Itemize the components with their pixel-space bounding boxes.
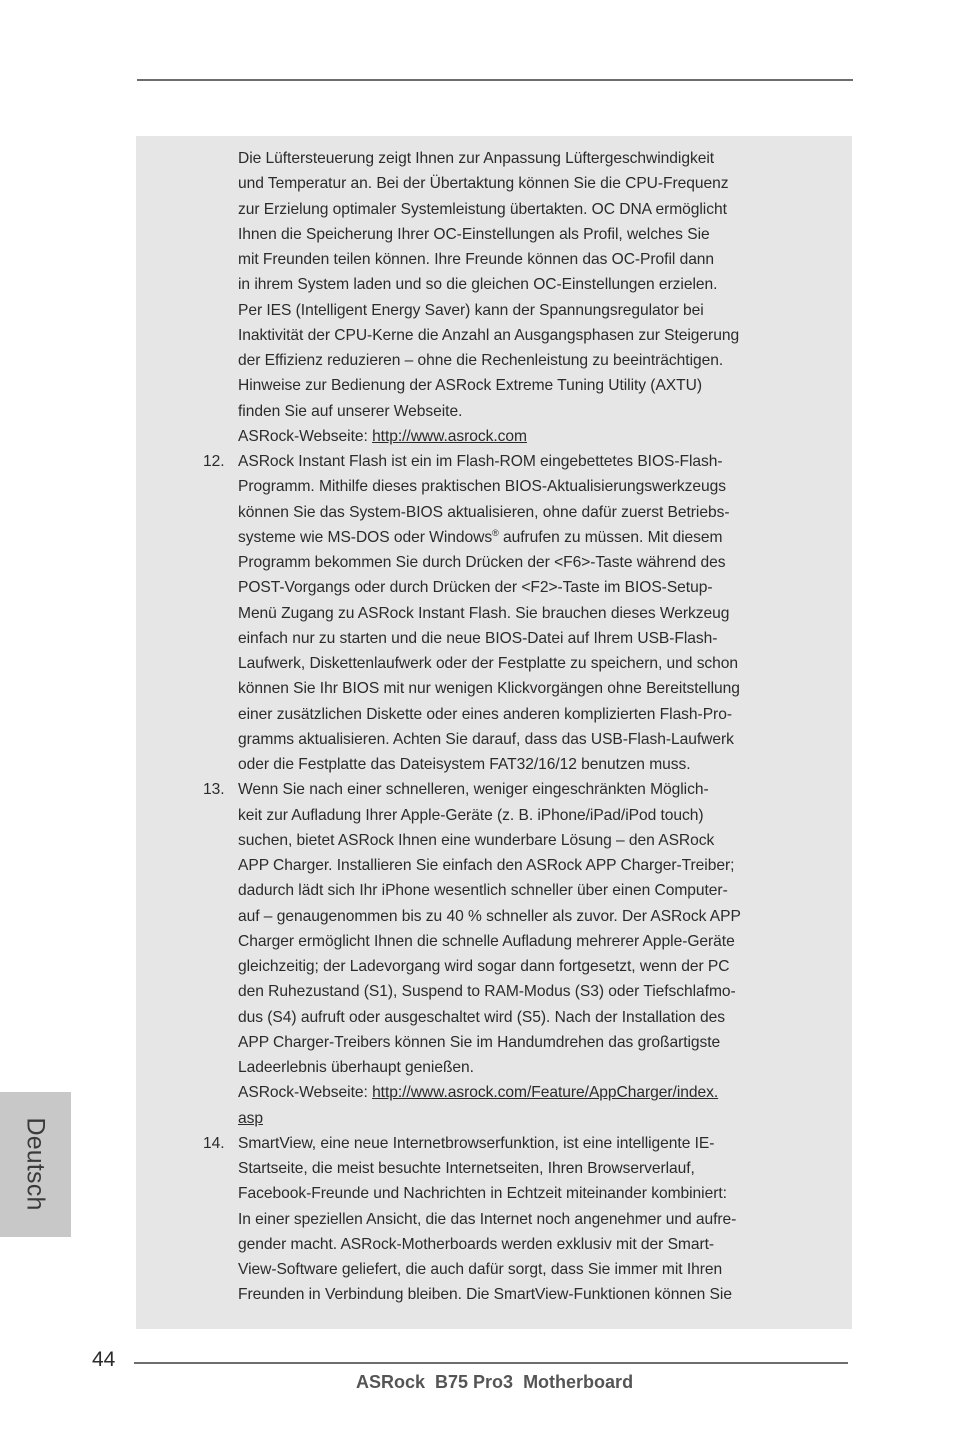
text-line: In einer speziellen Ansicht, die das Internet noch angenehmer und aufre- (238, 1210, 737, 1228)
website-line (238, 424, 798, 449)
text-line: finden Sie auf unserer Webseite. (238, 402, 463, 420)
text-line: SmartView, eine neue Internetbrowserfunktion, ist eine intelligente IE- (238, 1134, 715, 1152)
text-line: dadurch lädt sich Ihr iPhone wesentlich schneller über einen Computer- (238, 882, 728, 900)
text-line: und Temperatur an. Bei der Übertaktung können Sie die CPU-Frequenz (238, 175, 729, 193)
text-line: Ladeerlebnis überhaupt genießen. (238, 1059, 474, 1076)
text-line: Wenn Sie nach einer schnelleren, weniger eingeschränkten Möglich- (238, 781, 709, 799)
text-line: zur Erzielung optimaler Systemleistung übertakten. OC DNA ermöglicht (238, 200, 727, 218)
text-line: gleichzeitig; der Ladevorgang wird sogar dann fortgesetzt, wenn der PC (238, 958, 730, 975)
text-line: einfach nur zu starten und die neue BIOS-Datei auf Ihrem USB-Flash- (238, 629, 718, 647)
text-line: gender macht. ASRock-Motherboards werden exklusiv mit der Smart- (238, 1235, 715, 1253)
text-fragment: systeme wie MS-DOS oder Windows (238, 528, 493, 546)
list-item-13 (203, 777, 798, 1131)
asrock-website-link[interactable]: http://www.asrock.com (372, 427, 527, 445)
text-line: Programm. Mithilfe dieses praktischen BIOS-Aktualisierungswerkzeugs (238, 478, 727, 496)
website-line (238, 1080, 798, 1105)
feature-text (203, 146, 798, 1308)
list-item-12 (203, 449, 798, 777)
text-line: Laufwerk, Diskettenlaufwerk oder der Festplatte zu speichern, und schon (238, 655, 739, 672)
text-line: Die Lüftersteuerung zeigt Ihnen zur Anpassung Lüftergeschwindigkeit (238, 150, 715, 167)
text-line: APP Charger-Treibers können Sie im Handumdrehen das großartigste (238, 1033, 721, 1051)
text-line: Startseite, die meist besuchte Internetseiten, Ihren Browserverlauf, (238, 1160, 695, 1177)
text-line: den Ruhezustand (S1), Suspend to RAM-Modus (S3) oder Tiefschlafmo- (238, 983, 736, 1001)
text-line: gramms aktualisieren. Achten Sie darauf, dass das USB-Flash-Laufwerk (238, 730, 734, 748)
website-label: ASRock-Webseite: (238, 1084, 373, 1102)
text-line: der Effizienz reduzieren – ohne die Rechenleistung zu beeinträchtigen. (238, 352, 724, 369)
item-number: 12. (203, 453, 225, 470)
text-line: Facebook-Freunde und Nachrichten in Echtzeit miteinander kombiniert: (238, 1185, 727, 1203)
text-line: auf – genaugenommen bis zu 40 % schneller als zuvor. Der ASRock APP (238, 907, 741, 925)
language-side-tab (0, 1092, 71, 1237)
text-line: ASRock Instant Flash ist ein im Flash-ROM eingebettetes BIOS-Flash- (238, 453, 723, 470)
text-line: Ihnen die Speicherung Ihrer OC-Einstellungen als Profil, welches Sie (238, 225, 710, 243)
text-line: keit zur Aufladung Ihrer Apple-Geräte (z. B. iPhone/iPad/iPod touch) (238, 806, 704, 824)
text-line: View-Software geliefert, die auch dafür sorgt, dass Sie immer mit Ihren (238, 1261, 723, 1278)
text-line: Per IES (Intelligent Energy Saver) kann der Spannungsregulator bei (238, 301, 704, 319)
text-line: in ihrem System laden und so die gleichen OC-Einstellungen erzielen. (238, 276, 718, 294)
list-item-14 (203, 1131, 798, 1308)
text-line: oder die Festplatte das Dateisystem FAT32/16/12 benutzen muss. (238, 756, 691, 773)
text-line: suchen, bietet ASRock Ihnen eine wunderbare Lösung – den ASRock (238, 831, 715, 849)
app-charger-link-continued[interactable]: asp (238, 1109, 263, 1127)
registered-mark: ® (492, 527, 499, 538)
bottom-divider (134, 1362, 848, 1364)
text-line: können Sie das System-BIOS aktualisieren, ohne dafür zuerst Betriebs- (238, 503, 730, 521)
text-line: dus (S4) aufruft oder ausgeschaltet wird (S5). Nach der Installation des (238, 1008, 725, 1026)
website-line-continued (238, 1106, 798, 1131)
item-number: 14. (203, 1134, 225, 1152)
top-divider (137, 79, 853, 81)
text-line: POST-Vorgangs oder durch Drücken der <F2>-Taste im BIOS-Setup- (238, 579, 713, 597)
text-fragment: aufrufen zu müssen. Mit diesem (498, 528, 723, 546)
app-charger-link[interactable]: http://www.asrock.com/Feature/AppCharger/index. (372, 1084, 719, 1102)
item-number: 13. (203, 781, 225, 799)
text-line: Freunden in Verbindung bleiben. Die SmartView-Funktionen können Sie (238, 1286, 732, 1304)
text-line: Charger ermöglicht Ihnen die schnelle Aufladung mehrerer Apple-Geräte (238, 932, 735, 950)
text-line: können Sie Ihr BIOS mit nur wenigen Klickvorgängen ohne Bereitstellung (238, 680, 740, 698)
text-line: Programm bekommen Sie durch Drücken der <F6>-Taste während des (238, 554, 726, 571)
website-label: ASRock-Webseite: (238, 427, 373, 445)
text-line: APP Charger. Installieren Sie einfach den ASRock APP Charger-Treiber; (238, 857, 735, 874)
page-number: 44 (92, 1348, 116, 1371)
intro-paragraph (238, 146, 798, 449)
text-line: Hinweise zur Bedienung der ASRock Extreme Tuning Utility (AXTU) (238, 377, 702, 395)
text-line: Menü Zugang zu ASRock Instant Flash. Sie brauchen dieses Werkzeug (238, 604, 730, 622)
side-tab-label: Deutsch (21, 1117, 50, 1211)
text-line: mit Freunden teilen können. Ihre Freunde können das OC-Profil dann (238, 251, 715, 268)
text-line: einer zusätzlichen Diskette oder eines anderen komplizierten Flash-Pro- (238, 705, 732, 723)
footer-title: ASRock B75 Pro3 Motherboard (356, 1372, 634, 1392)
text-line (238, 525, 798, 550)
text-line: Inaktivität der CPU-Kerne die Anzahl an Ausgangsphasen zur Steigerung (238, 326, 740, 344)
